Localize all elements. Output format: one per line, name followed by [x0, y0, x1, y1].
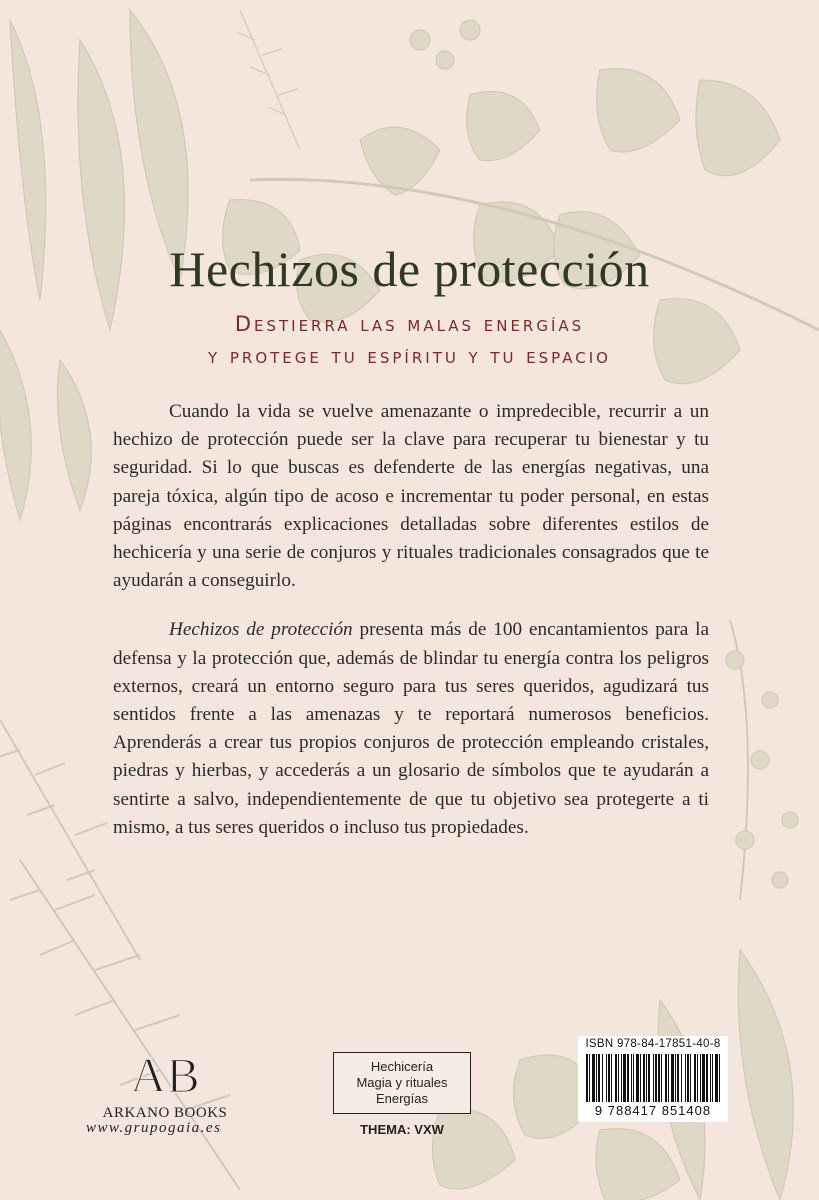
barcode-bars: [584, 1054, 722, 1104]
thema-code: THEMA: VXW: [360, 1122, 444, 1137]
thema-category-2: Magia y rituales: [356, 1075, 448, 1090]
logo-letters: AB: [130, 1050, 200, 1098]
isbn-barcode: [578, 1036, 728, 1122]
thema-category-3: Energías: [375, 1091, 429, 1106]
subtitle-line-1: Destierra las malas energías: [234, 312, 585, 336]
publisher-name: ARKANO BOOKS: [102, 1105, 228, 1121]
publisher-website: www.grupogaia.es: [86, 1120, 222, 1136]
publisher-logo: [100, 1050, 230, 1122]
blurb-paragraph-2-text: presenta más de 100 encantamientos para la defensa y la protección que, además de blindar tu energía contra los peligros externos, creará un entorno seguro para tus seres queridos, agudizará tus sentidos frente a las amenazas y te reportará numerosos beneficios. Aprenderás a crear tus propios conjuros de protección empleando cristales, piedras y hierbas, y accederás a un glosario de símbolos que te ayudarán a sentirte a salvo, independientemente de que tu objetivo sea protegerte a ti mismo, a tus seres queridos o incluso tus propiedades.: [113, 619, 709, 838]
blurb-book-title-italic: Hechizos de protección: [169, 619, 353, 641]
book-title: Hechizos de protección: [169, 241, 650, 297]
back-cover-blurb: [113, 398, 709, 863]
thema-category-1: Hechicería: [370, 1059, 434, 1074]
barcode-digits: 9 788417 851408: [594, 1103, 712, 1118]
arkano-books-logo-icon: [130, 1050, 200, 1098]
isbn-label: ISBN 978-84-17851-40-8: [585, 1038, 721, 1050]
subtitle-line-2: y protege tu espíritu y tu espacio: [208, 344, 611, 368]
blurb-paragraph-1: Cuando la vida se vuelve amenazante o impredecible, recurrir a un hechizo de protección puede ser la clave para recuperar tu bienestar y tu seguridad. Si lo que buscas es defenderte de las energías negativas, una pareja tóxica, algún tipo de acoso e incrementar tu poder personal, en estas páginas encontrarás explicaciones detalladas sobre diferentes estilos de hechicería y una serie de conjuros y rituales tradicionales consagrados que te ayudarán a conseguirlo.: [113, 401, 709, 592]
thema-category-box: [333, 1052, 471, 1114]
blurb-paragraph-2: [113, 616, 709, 842]
